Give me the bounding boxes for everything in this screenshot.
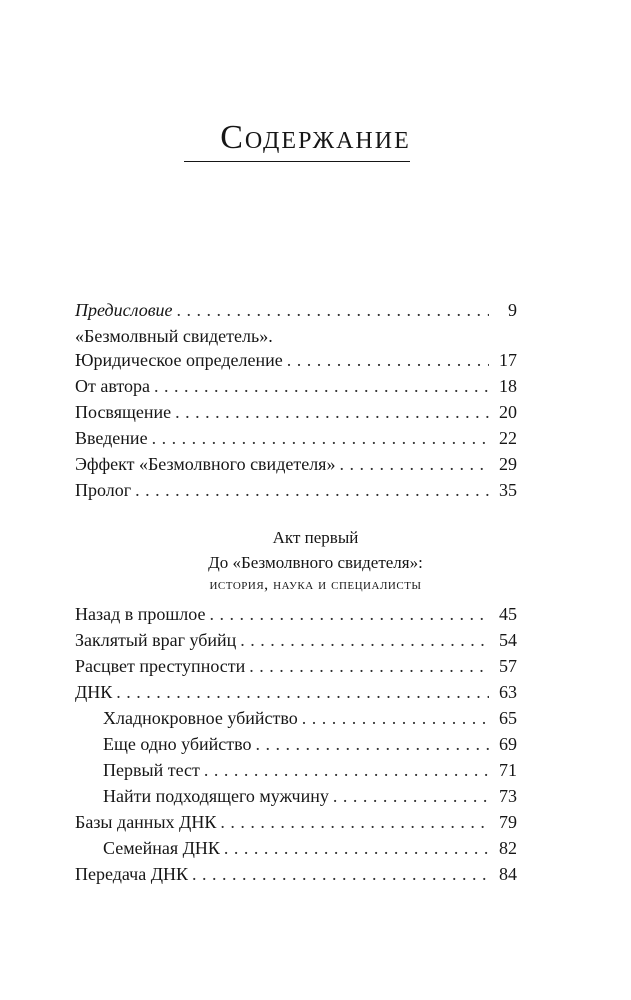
toc-entry-page: 22 [499,428,517,448]
toc-leader-dots [177,297,489,323]
toc-entry-label: Введение [75,428,148,448]
toc-leader-dots [192,861,489,887]
toc-entry[interactable] [75,451,517,477]
toc-entry-page: 9 [508,300,517,320]
toc-entry[interactable] [75,627,517,653]
toc-entry[interactable] [75,601,517,627]
toc-entry-page: 69 [499,734,517,754]
toc-leader-dots [256,731,489,757]
page-title: Содержание [220,119,411,156]
toc-entry-label: Назад в прошлое [75,604,206,624]
toc-entry[interactable] [75,653,517,679]
toc-entry-label: Пролог [75,480,132,500]
toc-entry-label: Посвящение [75,402,172,422]
toc-entry-label: Заклятый враг убийц [75,630,237,650]
section-subtitle-smallcaps: история, наука и специалисты [209,576,422,593]
toc-leader-dots [302,705,489,731]
toc-leader-dots [249,653,489,679]
toc-subentry[interactable] [75,731,517,757]
toc-entry-label: Первый тест [103,760,200,780]
toc-subentry[interactable] [75,835,517,861]
toc-leader-dots [339,451,489,477]
toc-entry[interactable] [75,679,517,705]
toc-leader-dots [204,757,489,783]
toc-entry-label: Предисловие [75,300,173,320]
title-underline [184,161,410,162]
toc-entry-page: 35 [499,480,517,500]
toc-entry-page: 73 [499,786,517,806]
toc-entry-page: 63 [499,682,517,702]
toc-entry-label: Базы данных ДНК [75,812,217,832]
toc-entry[interactable] [75,425,517,451]
toc-entry-label: От автора [75,376,151,396]
toc-leader-dots [116,679,489,705]
toc-entry-label: Передача ДНК [75,864,188,884]
toc-entry-page: 82 [499,838,517,858]
toc-subentry[interactable] [75,783,517,809]
toc-entry-label: ДНК [75,682,113,702]
toc-entry[interactable] [75,809,517,835]
section-heading [0,527,631,596]
section-subtitle: До «Безмолвного свидетеля»: [208,553,423,572]
toc-entry[interactable] [75,297,517,323]
toc-entry-label: Семейная ДНК [103,838,220,858]
toc-entry-page: 65 [499,708,517,728]
toc-leader-dots [240,627,489,653]
toc-entry-page: 57 [499,656,517,676]
toc-entry[interactable] [75,347,517,373]
toc-entry-page: 45 [499,604,517,624]
toc-leader-dots [287,347,489,373]
section-act-title: Акт первый [272,528,359,547]
toc-entry[interactable] [75,861,517,887]
toc-entry[interactable] [75,399,517,425]
toc-entry-line1: «Безмолвный свидетель». [75,326,273,346]
toc-leader-dots [152,425,489,451]
toc-entry-page: 18 [499,376,517,396]
toc-entry-page: 71 [499,760,517,780]
toc-entry-label: Юридическое определение [75,350,283,370]
toc-leader-dots [175,399,489,425]
toc-entry-page: 29 [499,454,517,474]
toc-entry-page: 79 [499,812,517,832]
toc-entry-label: Расцвет преступности [75,656,246,676]
toc-entry-page: 20 [499,402,517,422]
toc-entry[interactable] [75,477,517,503]
toc-entry-page: 84 [499,864,517,884]
toc-entry-page: 17 [499,350,517,370]
toc-entry-label: Эффект «Безмолвного свидетеля» [75,454,336,474]
toc-entry[interactable] [75,373,517,399]
toc-front-matter [75,297,517,503]
toc-leader-dots [135,477,489,503]
toc-entry-page: 54 [499,630,517,650]
toc-subentry[interactable] [75,705,517,731]
toc-leader-dots [209,601,489,627]
toc-leader-dots [224,835,489,861]
toc-entry-label: Найти подходящего мужчину [103,786,329,806]
toc-entry-label: Хладнокровное убийство [103,708,298,728]
toc-act-one [75,601,517,887]
toc-leader-dots [220,809,489,835]
toc-entry-label: Еще одно убийство [103,734,252,754]
toc-leader-dots [154,373,489,399]
toc-subentry[interactable] [75,757,517,783]
toc-leader-dots [333,783,489,809]
